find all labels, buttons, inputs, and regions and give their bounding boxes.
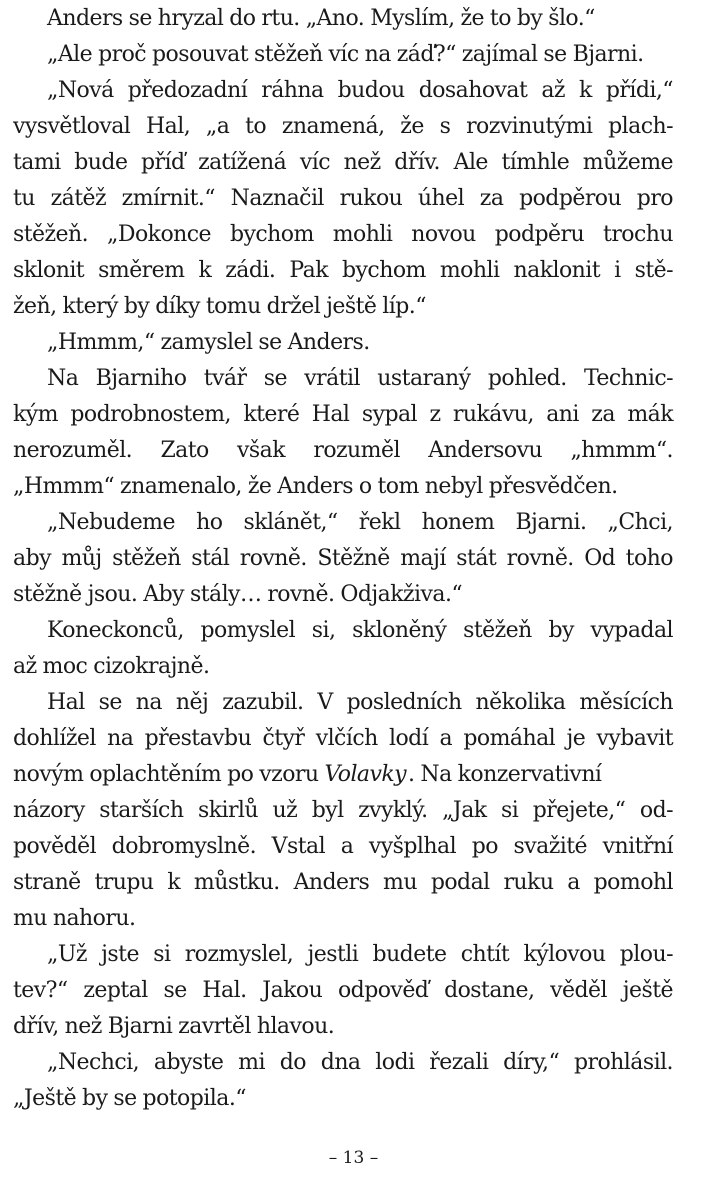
text-line: pověděl dobromyslně. Vstal a vyšplhal po svažité vnitřní bbox=[13, 834, 673, 859]
text-line: kým podrobnostem, které Hal sypal z rukávu, ani za mák bbox=[13, 402, 673, 427]
text-line: Koneckonců, pomyslel si, skloněný stěžeň by vypadal bbox=[47, 618, 673, 643]
text-line: stěžeň. „Dokonce bychom mohli novou podpěru trochu bbox=[13, 222, 673, 247]
text-line: tev?“ zeptal se Hal. Jakou odpověď dostane, věděl ještě bbox=[13, 978, 673, 1003]
text-line: „Hmmm“ znamenalo, že Anders o tom nebyl přesvědčen. bbox=[13, 474, 618, 499]
text-line: tami bude příď zatížená víc než dřív. Ale tímhle můžeme bbox=[13, 150, 673, 175]
text-line: „Nebudeme ho sklánět,“ řekl honem Bjarni. „Chci, bbox=[47, 510, 673, 535]
text-line: aby můj stěžeň stál rovně. Stěžně mají stát rovně. Od toho bbox=[13, 546, 673, 571]
text-line: sklonit směrem k zádi. Pak bychom mohli naklonit i stě- bbox=[13, 258, 673, 283]
text-line: „Hmmm,“ zamyslel se Anders. bbox=[47, 330, 370, 355]
text-line: „Ale proč posouvat stěžeň víc na záď?“ zajímal se Bjarni. bbox=[47, 42, 644, 67]
text-segment: novým oplachtěním po vzoru bbox=[13, 762, 325, 787]
text-segment: . Na konzervativní bbox=[408, 762, 602, 787]
text-line: mu nahoru. bbox=[13, 906, 136, 931]
text-line: tu zátěž zmírnit.“ Naznačil rukou úhel za podpěrou pro bbox=[13, 186, 673, 211]
text-line: „Už jste si rozmyslel, jestli budete chtít kýlovou plou- bbox=[47, 942, 673, 967]
text-line: žeň, který by díky tomu držel ještě líp.“ bbox=[13, 294, 426, 319]
text-line: „Nechci, abyste mi do dna lodi řezali díry,“ prohlásil. bbox=[47, 1050, 673, 1075]
text-line: nerozuměl. Zato však rozuměl Andersovu „hmmm“. bbox=[13, 438, 673, 463]
text-line: Anders se hryzal do rtu. „Ano. Myslím, že to by šlo.“ bbox=[47, 6, 595, 31]
page-number: – 13 – bbox=[328, 1148, 379, 1168]
text-line: „Nová předozadní ráhna budou dosahovat až k přídi,“ bbox=[47, 78, 673, 103]
text-line: až moc cizokrajně. bbox=[13, 654, 210, 679]
text-line: stěžně jsou. Aby stály… rovně. Odjakživa.“ bbox=[13, 582, 463, 607]
text-line: názory starších skirlů už byl zvyklý. „Jak si přejete,“ od- bbox=[13, 798, 673, 823]
text-line: dřív, než Bjarni zavrtěl hlavou. bbox=[13, 1014, 335, 1039]
text-line bbox=[13, 758, 673, 792]
text-line: dohlížel na přestavbu čtyř vlčích lodí a pomáhal je vybavit bbox=[13, 726, 673, 751]
ship-name: Volavky bbox=[324, 762, 407, 787]
text-line: Hal se na něj zazubil. V posledních několika měsících bbox=[47, 690, 673, 715]
text-line: Na Bjarniho tvář se vrátil ustaraný pohled. Technic- bbox=[47, 366, 673, 391]
text-line: straně trupu k můstku. Anders mu podal ruku a pomohl bbox=[13, 870, 673, 895]
book-page bbox=[13, 0, 673, 1181]
text-line: vysvětloval Hal, „a to znamená, že s rozvinutými plach- bbox=[13, 114, 673, 139]
text-line: „Ještě by se potopila.“ bbox=[13, 1086, 246, 1111]
